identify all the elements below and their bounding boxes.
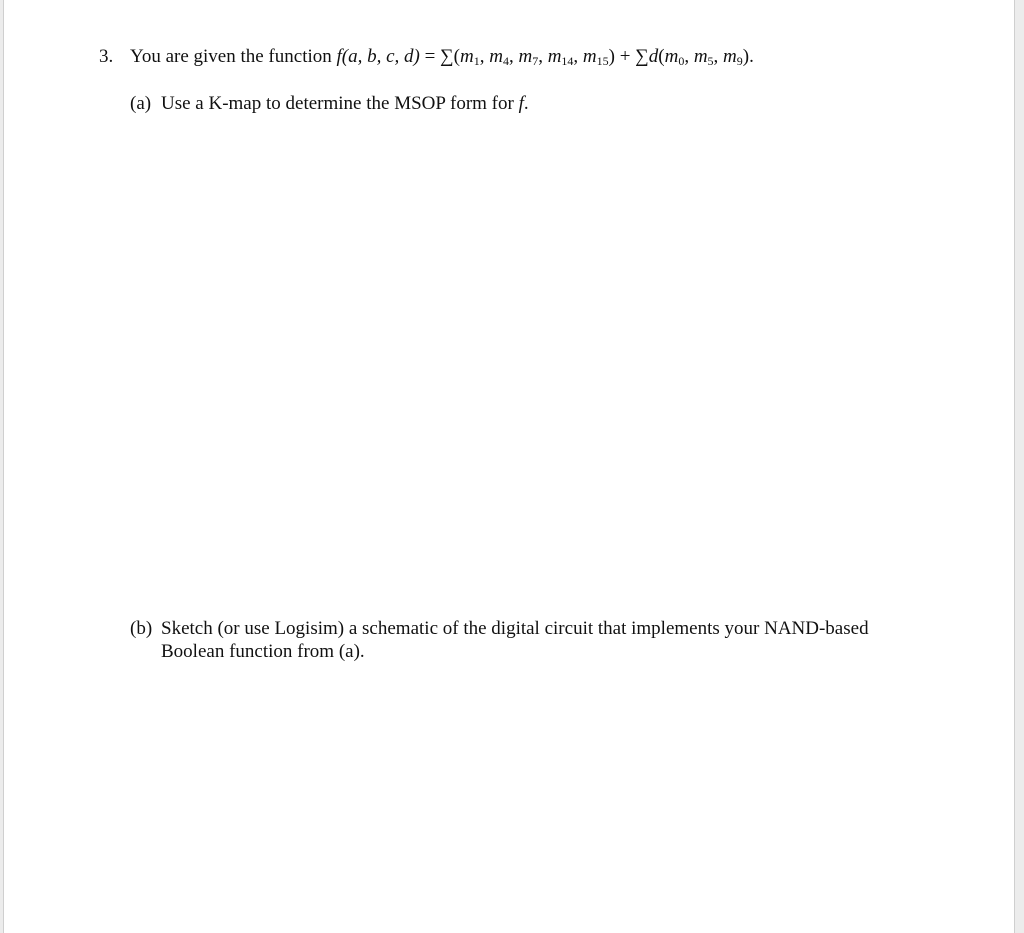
question-number: 3. xyxy=(99,46,114,67)
part-a-end: . xyxy=(523,93,529,114)
dontcare-m-0: m xyxy=(664,46,679,67)
minterm-index-4: 4 xyxy=(502,54,509,68)
part-b xyxy=(130,617,930,663)
part-a-text: Use a K-map to determine the MSOP form for xyxy=(161,93,519,114)
question-intro: You are given the function xyxy=(130,46,337,67)
document-page xyxy=(3,0,1015,933)
function-name: f xyxy=(336,46,342,67)
minterm-index-15: 15 xyxy=(596,54,609,68)
part-b-label: (b) xyxy=(130,618,153,639)
dontcare-m-9: m xyxy=(723,46,737,67)
part-a xyxy=(130,92,529,115)
part-a-label: (a) xyxy=(130,93,152,114)
part-b-text-1: Sketch (or use Logisim) a schematic of the digital circuit that implements your NAND-based xyxy=(161,618,869,639)
dontcare-m-5: m xyxy=(693,46,708,67)
question-3: 3. You are given the function f(a, b, c, $d) = \sum(m_1$, $m_4$, $m_7$, $m_{14}$, $m_{15}) + \sum d(m_0$, $m_5$, $m_9$). xyxy=(99,46,754,68)
part-b-text-2: Boolean function from (a). xyxy=(161,641,365,662)
function-vars: (a, b, c, d) xyxy=(341,46,420,67)
minterm-index-7: 7 xyxy=(532,54,539,68)
question-end: ). xyxy=(742,46,754,67)
dont-care-d: d xyxy=(648,46,659,67)
dontcare-index-5: 5 xyxy=(707,54,714,68)
dontcare-index-9: 9 xyxy=(736,54,743,68)
minterm-m-14: m xyxy=(547,46,562,67)
dontcare-index-0: 0 xyxy=(678,54,685,68)
minterm-m-1: m xyxy=(459,46,474,67)
sum-plus: ) + ∑ xyxy=(608,46,649,67)
minterm-m-7: m xyxy=(518,46,533,67)
minterm-m-4: m xyxy=(489,46,503,67)
minterm-index-1: 1 xyxy=(473,54,480,68)
minterm-index-14: 14 xyxy=(561,54,574,68)
part-a-fvar: f xyxy=(518,93,524,114)
sum-open: = ∑( xyxy=(419,46,460,67)
part-b-line-1 xyxy=(130,617,930,640)
minterm-m-15: m xyxy=(582,46,597,67)
